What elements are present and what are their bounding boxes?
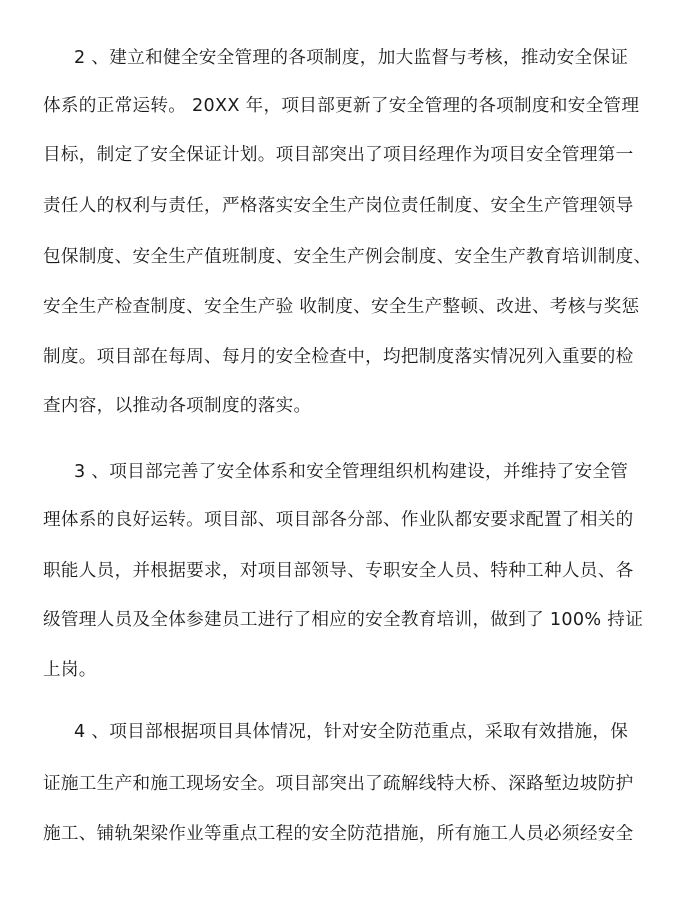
paragraph-2-line-7: 制度。项目部在每周、每月的安全检查中，均把制度落实情况列入重要的检 bbox=[43, 347, 634, 367]
paragraph-2-line-3: 目标，制定了安全保证计划。项目部突出了项目经理作为项目安全管理第一 bbox=[43, 145, 634, 165]
paragraph-2-line-8: 查内容，以推动各项制度的落实。 bbox=[43, 396, 312, 416]
paragraph-2-line-5: 包保制度、安全生产值班制度、安全生产例会制度、安全生产教育培训制度、 bbox=[43, 247, 652, 267]
paragraph-4-line-2: 证施工生产和施工现场安全。项目部突出了疏解线特大桥、深路堑边坡防护 bbox=[43, 774, 634, 794]
paragraph-3-line-4: 级管理人员及全体参建员工进行了相应的安全教育培训，做到了 100% 持证 bbox=[43, 610, 644, 630]
paragraph-4-line-3: 施工、铺轨架梁作业等重点工程的安全防范措施，所有施工人员必须经安全 bbox=[43, 824, 634, 844]
paragraph-3-line-5: 上岗。 bbox=[43, 660, 97, 680]
paragraph-4-line-1: 4 、项目部根据项目具体情况，针对安全防范重点，采取有效措施，保 bbox=[74, 722, 629, 742]
paragraph-2-line-1: 2 、建立和健全安全管理的各项制度，加大监督与考核，推动安全保证 bbox=[74, 48, 629, 68]
paragraph-2-line-2: 体系的正常运转。 20XX 年，项目部更新了安全管理的各项制度和安全管理 bbox=[43, 96, 640, 116]
paragraph-3-line-1: 3 、项目部完善了安全体系和安全管理组织机构建设，并维持了安全管 bbox=[74, 462, 629, 482]
paragraph-2-line-4: 责任人的权利与责任，严格落实安全生产岗位责任制度、安全生产管理领导 bbox=[43, 196, 634, 216]
paragraph-2-line-6: 安全生产检查制度、安全生产验 收制度、安全生产整顿、改进、考核与奖惩 bbox=[43, 297, 640, 317]
paragraph-3-line-2: 理体系的良好运转。项目部、项目部各分部、作业队都安要求配置了相关的 bbox=[43, 510, 634, 530]
paragraph-3-line-3: 职能人员，并根据要求，对项目部领导、专职安全人员、特种工种人员、各 bbox=[43, 561, 634, 581]
